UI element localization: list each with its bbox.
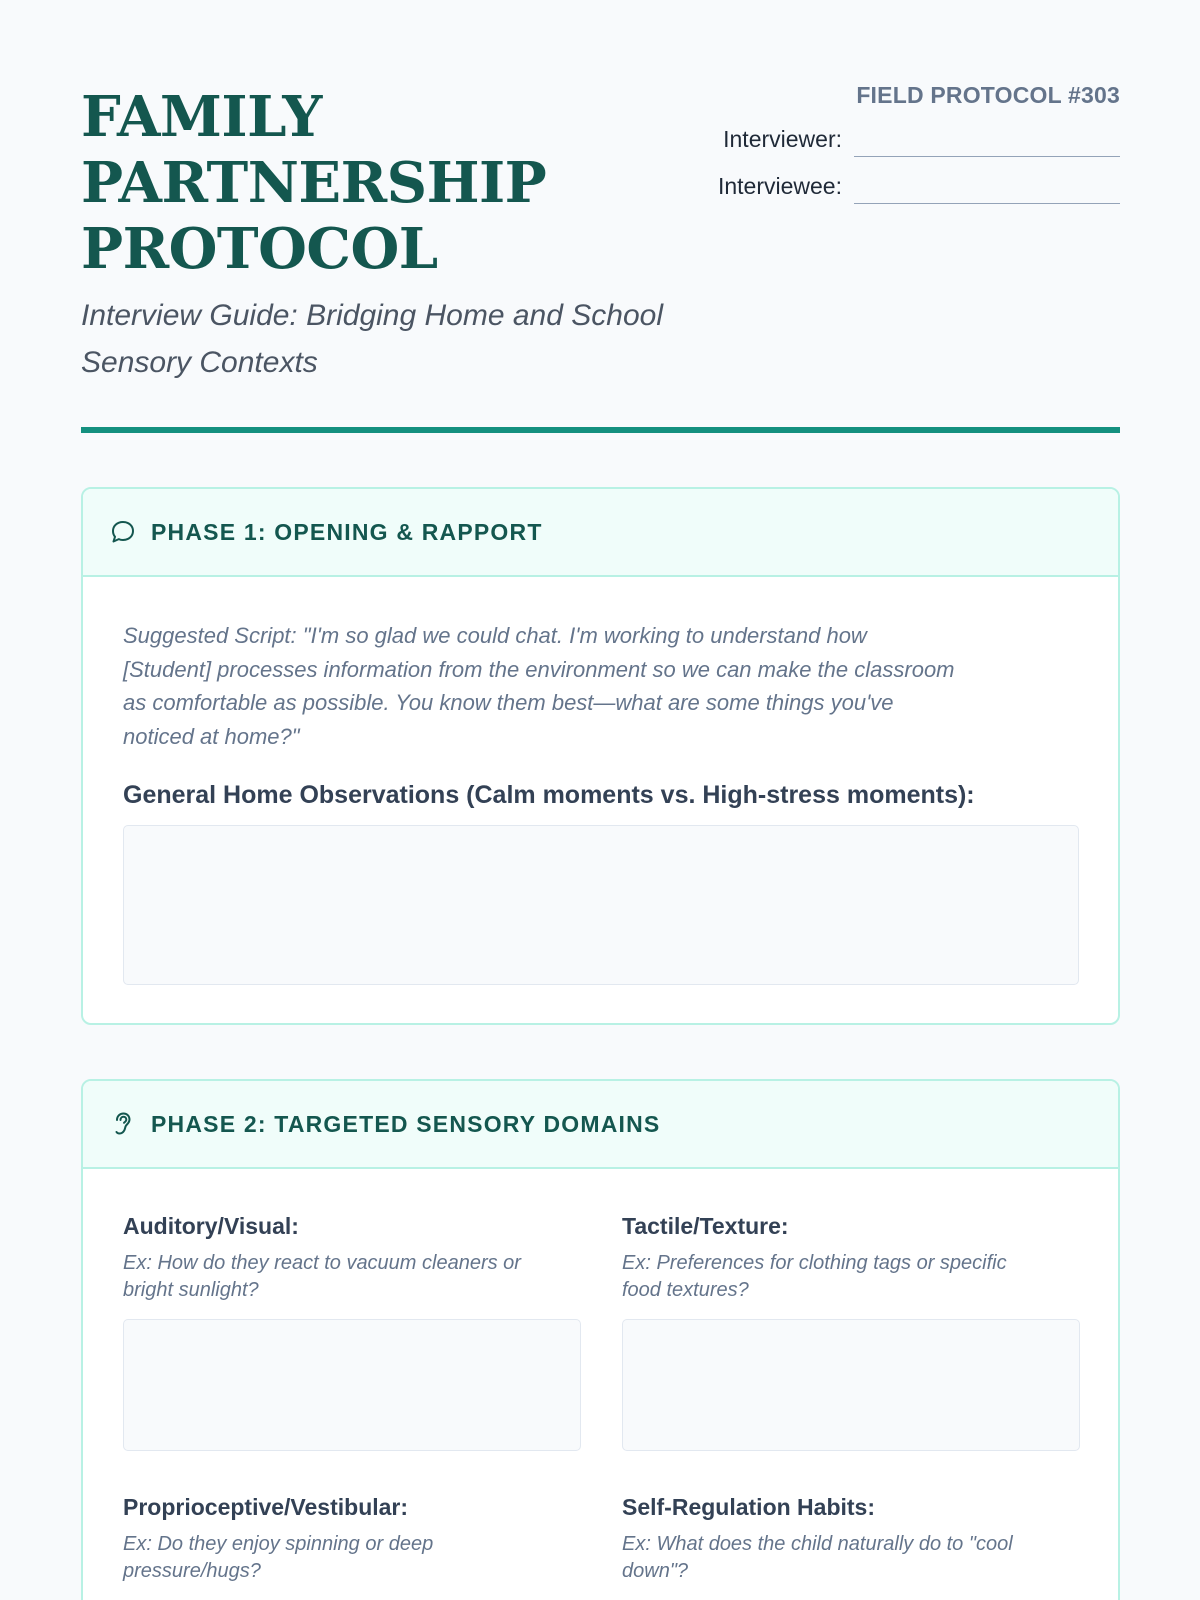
interviewee-row — [680, 173, 1120, 203]
interviewee-label: Interviewee: — [717, 173, 842, 199]
domain-hint — [123, 1531, 581, 1585]
home-observations-label: General Home Observations (Calm moments vs. High-stress moments): — [123, 781, 975, 809]
phase2-header — [83, 1081, 1118, 1169]
subtitle-line: Interview Guide: Bridging Home and School — [81, 299, 663, 332]
domain-hint — [123, 1250, 581, 1304]
auditory-visual-field[interactable] — [123, 1319, 581, 1451]
domain-proprioceptive-vestibular — [123, 1494, 581, 1600]
header-divider — [81, 427, 1120, 433]
home-observations-field[interactable] — [123, 825, 1079, 985]
domain-label: Tactile/Texture: — [622, 1213, 789, 1239]
phase1-title: PHASE 1: OPENING & RAPPORT — [151, 518, 543, 545]
subtitle-line: Sensory Contexts — [81, 346, 318, 379]
interviewer-row — [680, 126, 1120, 156]
domain-hint — [622, 1531, 1080, 1585]
phase1-header — [83, 489, 1118, 577]
phase2-card — [81, 1079, 1120, 1600]
speech-bubble-icon — [109, 518, 137, 546]
hint-line: Ex: What does the child naturally do to "cool — [622, 1533, 1013, 1555]
script-line: as comfortable as possible. You know them best—what are some things you've — [123, 690, 894, 715]
domain-tactile-texture — [622, 1213, 1080, 1451]
ear-icon — [109, 1110, 137, 1138]
phase2-title: PHASE 2: TARGETED SENSORY DOMAINS — [151, 1110, 661, 1137]
tactile-texture-field[interactable] — [622, 1319, 1080, 1451]
hint-line: food textures? — [622, 1279, 749, 1301]
hint-line: Ex: Do they enjoy spinning or deep — [123, 1533, 434, 1555]
domain-self-regulation — [622, 1494, 1080, 1600]
interviewee-field[interactable] — [854, 203, 1120, 204]
script-line: Suggested Script: "I'm so glad we could chat. I'm working to understand how — [123, 623, 867, 648]
script-line: [Student] processes information from the environment so we can make the classroom — [123, 656, 955, 682]
page-subtitle — [81, 292, 721, 386]
interviewer-field[interactable] — [854, 156, 1120, 157]
interviewer-label: Interviewer: — [723, 126, 842, 152]
domain-label: Self-Regulation Habits: — [622, 1494, 876, 1520]
title-line: PROTOCOL — [81, 216, 438, 282]
hint-line: Ex: How do they react to vacuum cleaners or — [123, 1252, 521, 1274]
script-line: noticed at home?" — [123, 723, 300, 749]
title-line: FAMILY — [81, 84, 322, 150]
suggested-script — [123, 619, 1083, 753]
hint-line: Ex: Preferences for clothing tags or specific — [622, 1252, 1007, 1274]
domain-label: Proprioceptive/Vestibular: — [123, 1494, 409, 1520]
page-title — [81, 84, 701, 282]
domain-auditory-visual — [123, 1213, 581, 1451]
phase1-card — [81, 487, 1120, 1025]
hint-line: pressure/hugs? — [123, 1560, 261, 1582]
title-line: PARTNERSHIP — [81, 150, 547, 216]
hint-line: bright sunlight? — [123, 1279, 259, 1301]
domain-hint — [622, 1250, 1080, 1304]
domain-label: Auditory/Visual: — [123, 1213, 299, 1239]
protocol-number: FIELD PROTOCOL #303 — [856, 82, 1120, 108]
hint-line: down"? — [622, 1560, 689, 1582]
